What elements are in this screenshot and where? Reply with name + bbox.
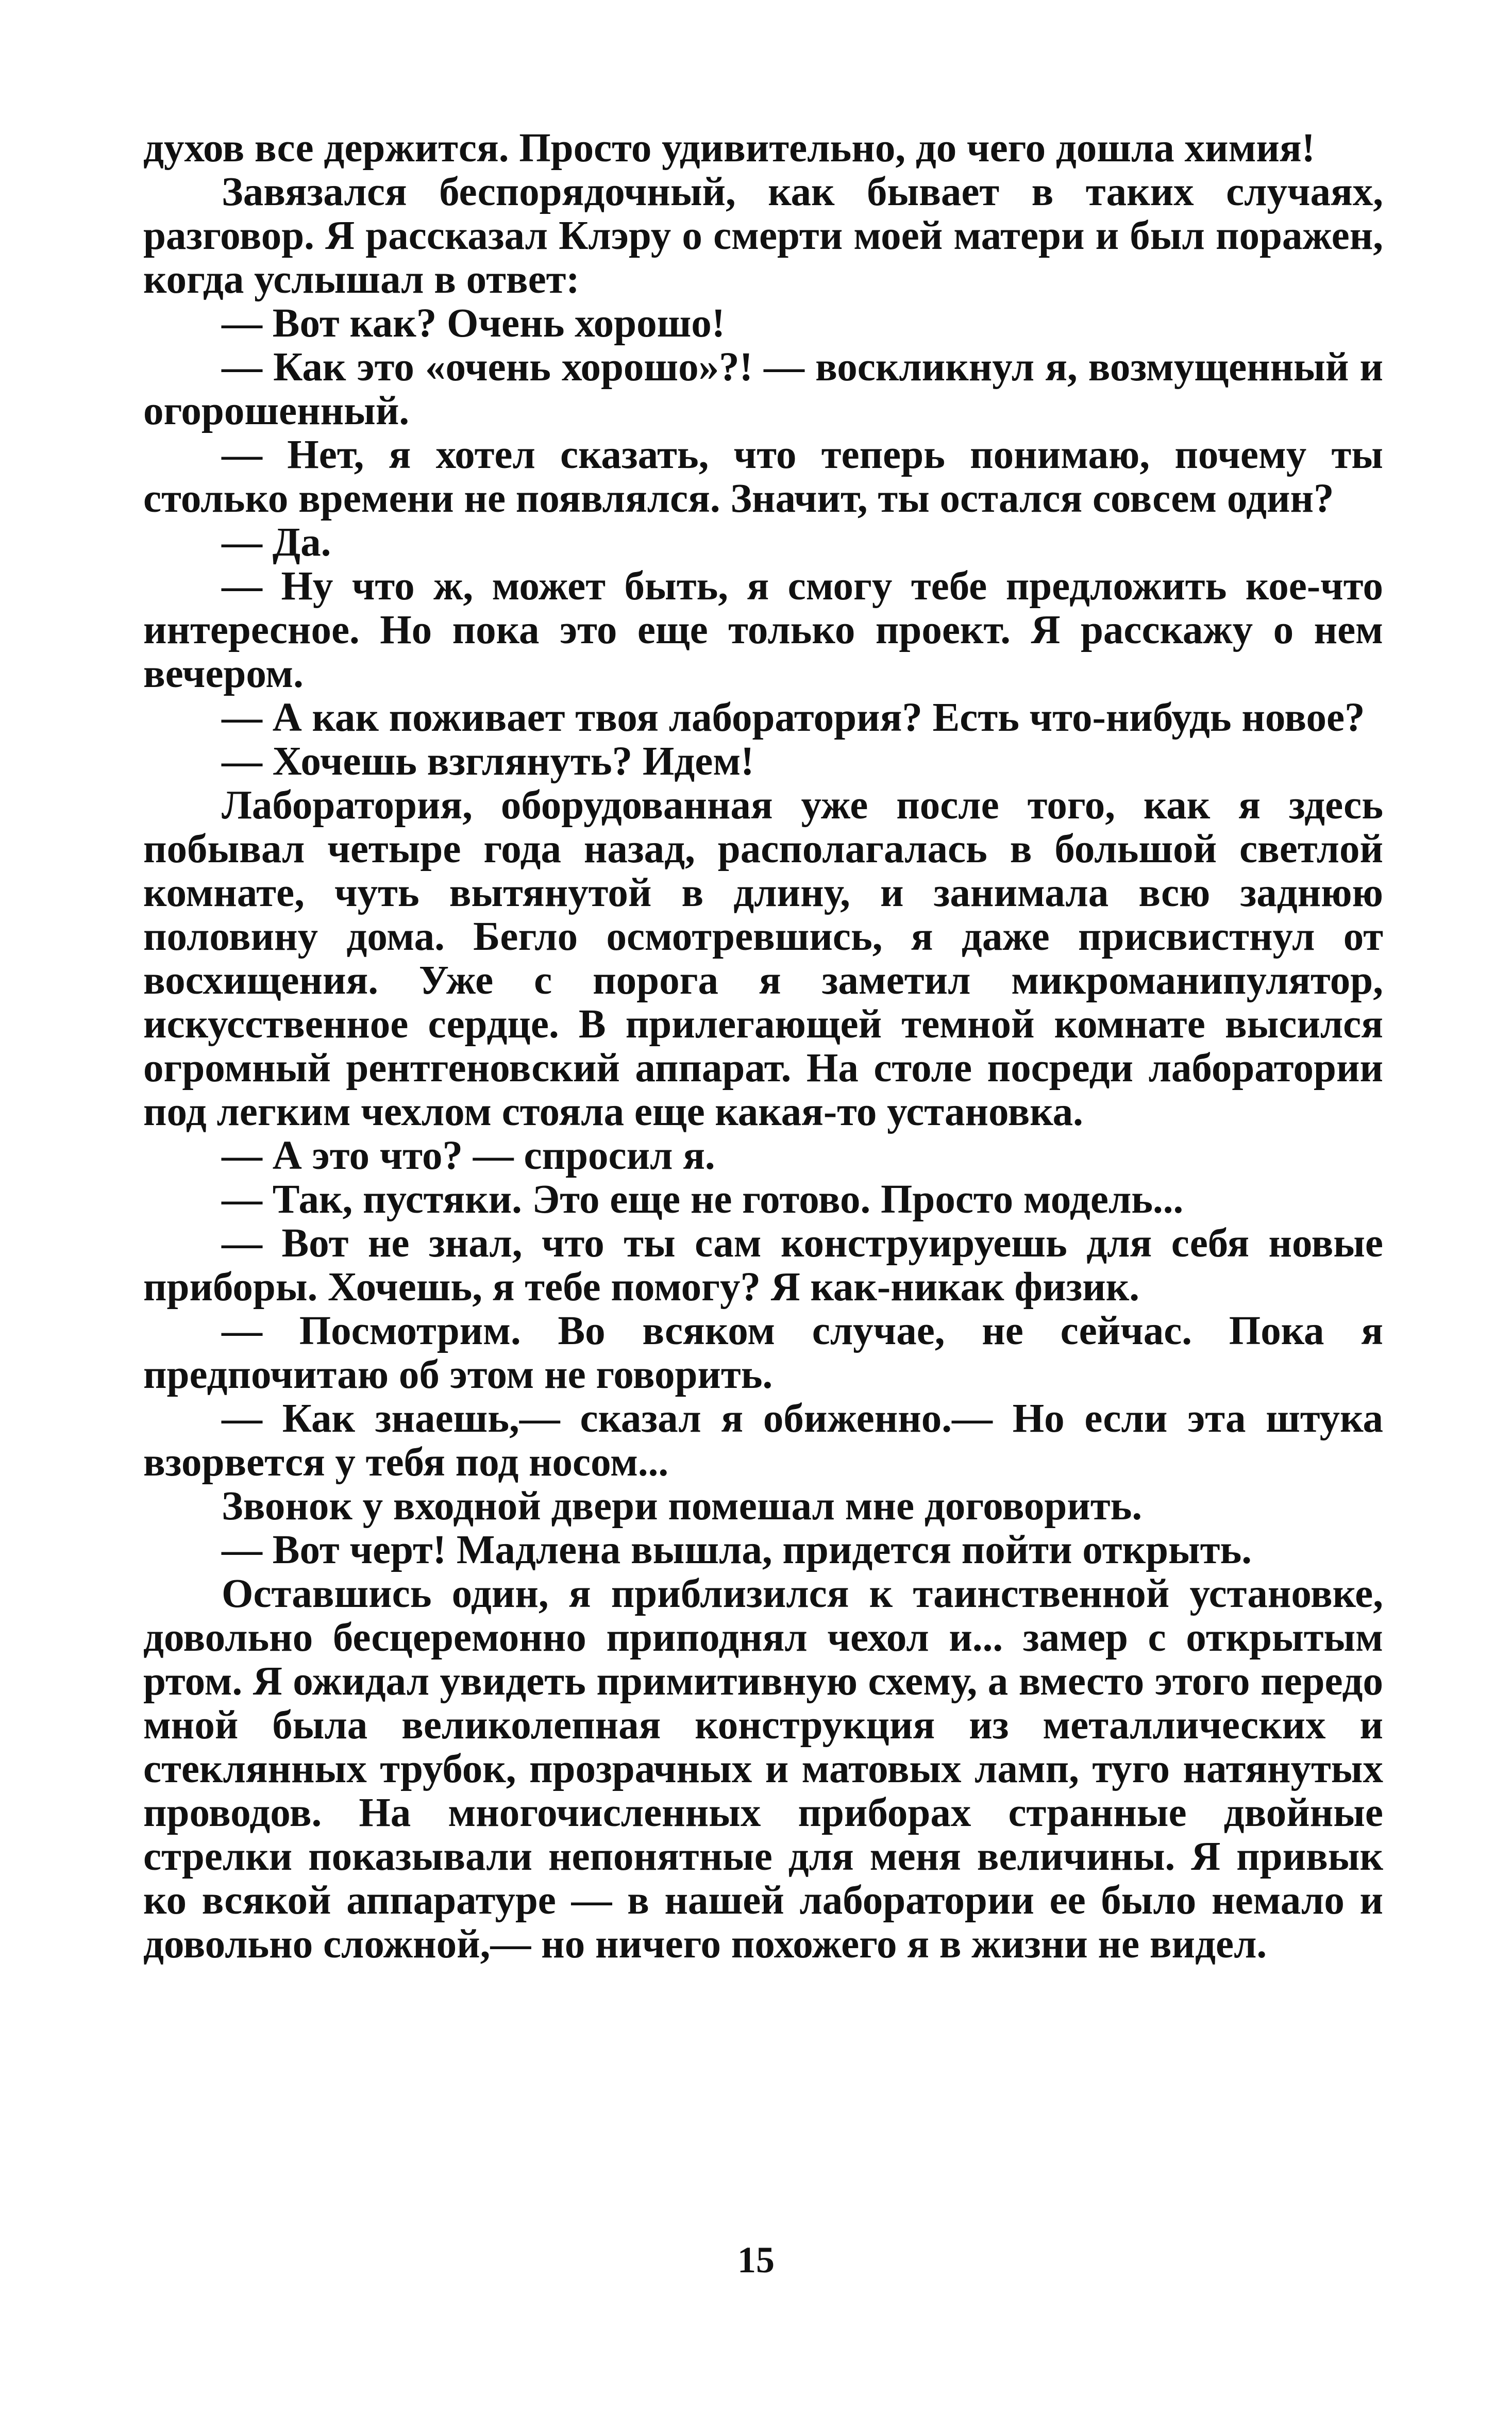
paragraph: Звонок у входной двери помешал мне договорить.: [222, 1484, 1143, 1529]
page-number: 15: [737, 2239, 775, 2281]
dialogue-line: — Как знаешь,— сказал я обиженно.— Но если эта штука взорвется у тебя под носом...: [143, 1396, 1383, 1485]
dialogue-line: — Ну что ж, может быть, я смогу тебе предложить кое-что интересное. Но пока это еще только проект. Я расскажу о нем вечером.: [143, 564, 1383, 696]
dialogue-line: — Да.: [222, 520, 331, 565]
paragraph: Завязался беспорядочный, как бывает в таких случаях, разговор. Я рассказал Клэру о смерти моей матери и был поражен, когда услышал в ответ:: [143, 170, 1383, 302]
dialogue-line: — Вот черт! Мадлена вышла, придется пойти открыть.: [222, 1528, 1252, 1572]
dialogue-line: — А как поживает твоя лаборатория? Есть что-нибудь новое?: [222, 695, 1365, 740]
dialogue-line: — Как это «очень хорошо»?! — воскликнул я, возмущенный и огорошенный.: [143, 345, 1383, 433]
dialogue-line: — Вот не знал, что ты сам конструируешь для себя новые приборы. Хочешь, я тебе помогу? Я как-никак физик.: [143, 1221, 1383, 1310]
dialogue-line: — А это что? — спросил я.: [222, 1133, 715, 1178]
dialogue-line: — Нет, я хотел сказать, что теперь понимаю, почему ты столько времени не появлялся. Значит, ты остался совсем один?: [143, 432, 1383, 521]
dialogue-line: — Посмотрим. Во всяком случае, не сейчас. Пока я предпочитаю об этом не говорить.: [143, 1309, 1383, 1397]
paragraph: Оставшись один, я приблизился к таинственной установке, довольно бесцеремонно приподнял чехол и... замер с открытым ртом. Я ожидал увидеть примитивную схему, а вместо этого передо мной была великолепная конструкция из металлических и стеклянных трубок, прозрачных и матовых ламп, туго натянутых проводов. На многочисленных приборах странные двойные стрелки показывали непонятные для меня величины. Я привык ко всякой аппаратуре — в нашей лаборатории ее было немало и довольно сложной,— но ничего похожего я в жизни не видел.: [143, 1571, 1383, 1967]
paragraph-continuation: духов все держится. Просто удивительно, до чего дошла химия!: [143, 126, 1315, 171]
dialogue-line: — Хочешь взглянуть? Идем!: [222, 739, 754, 784]
dialogue-line: — Вот как? Очень хорошо!: [222, 301, 726, 346]
paragraph: Лаборатория, оборудованная уже после того, как я здесь побывал четыре года назад, располагалась в большой светлой комнате, чуть вытянутой в длину, и занимала всю заднюю половину дома. Бегло осмотревшись, я даже присвистнул от восхищения. Уже с порога я заметил микроманипулятор, искусственное сердце. В прилегающей темной комнате высился огромный рентгеновский аппарат. На столе посреди лаборатории под легким чехлом стояла еще какая-то установка.: [143, 783, 1383, 1134]
dialogue-line: — Так, пустяки. Это еще не готово. Просто модель...: [222, 1177, 1184, 1222]
page-body: [143, 126, 1383, 1966]
